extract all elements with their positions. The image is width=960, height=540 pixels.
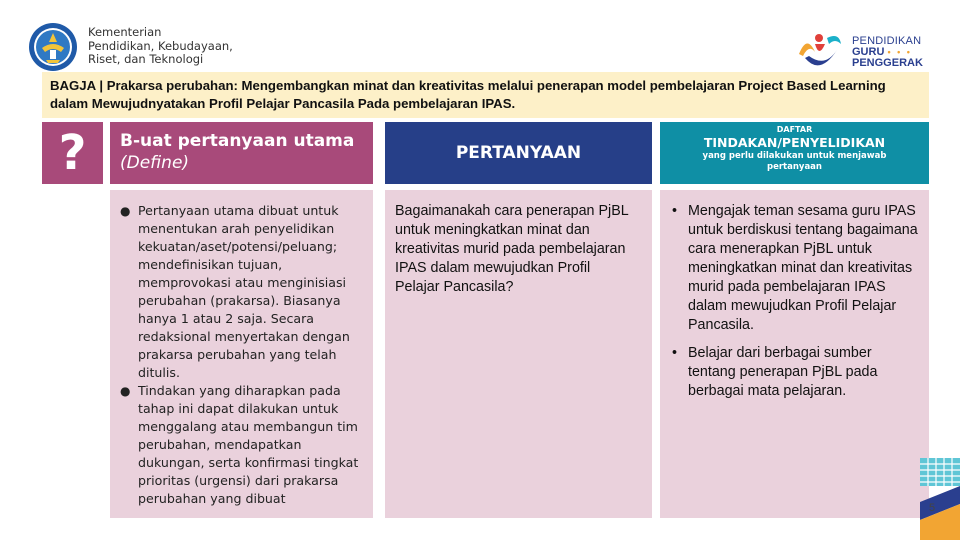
actions-panel bbox=[660, 190, 929, 518]
list-item-text: Pertanyaan utama dibuat untuk menentukan arah penyelidikan kekuatan/aset/potensi/peluang; mendefinisikan tujuan, memprovokasi atau menginisiasi perubahan (prakarsa). Biasanya hanya 1 atau 2 saja. Secara redaksional menyertakan dengan prakarsa perubahan yang telah ditulis. bbox=[138, 203, 350, 380]
define-subtitle: (Define) bbox=[120, 153, 190, 173]
daftar-subtitle: yang perlu dilakukan untuk menjawab pertanyaan bbox=[702, 151, 887, 172]
bullet-icon: ● bbox=[120, 384, 131, 398]
bullet-icon: • bbox=[672, 345, 678, 361]
question-panel bbox=[385, 190, 652, 518]
ministry-line-1: Kementerian bbox=[88, 25, 162, 39]
list-item bbox=[120, 202, 365, 382]
title-banner: BAGJA | Prakarsa perubahan: Mengembangkan minat dan kreativitas melalui penerapan model pembelajaran Project Based Learning dalam Mewujudnyatakan Profil Pelajar Pancasila Pada pembelajaran IPAS. bbox=[42, 72, 929, 118]
brand-line-1: PENDIDIKAN bbox=[852, 35, 922, 47]
pertanyaan-header: PERTANYAAN bbox=[385, 122, 652, 184]
define-header bbox=[110, 122, 373, 184]
list-item bbox=[672, 202, 919, 335]
bullet-icon: ● bbox=[120, 204, 131, 218]
list-item-text: Belajar dari berbagai sumber tentang penerapan PjBL pada berbagai mata pelajaran. bbox=[688, 345, 878, 399]
brand-dots: • • • bbox=[887, 47, 912, 57]
guru-penggerak-wordmark bbox=[852, 36, 923, 69]
define-bullet-list bbox=[120, 202, 365, 508]
tut-wuri-handayani-logo bbox=[28, 22, 78, 72]
actions-list bbox=[672, 202, 919, 401]
define-title: B-uat pertanyaan utama bbox=[120, 131, 355, 151]
question-mark-icon: ? bbox=[42, 122, 103, 184]
define-panel bbox=[110, 190, 373, 518]
daftar-small-label: DAFTAR bbox=[776, 125, 813, 134]
list-item-text: Mengajak teman sesama guru IPAS untuk berdiskusi tentang bagaimana cara menerapkan PjBL untuk meningkatkan minat dan kreativitas murid pada pembelajaran IPAS dalam mewujudkan Profil Pelajar Pancasila. bbox=[688, 203, 918, 333]
question-text: Bagaimanakah cara penerapan PjBL untuk meningkatkan minat dan kreativitas murid pada pembelajaran IPAS dalam mewujudkan Profil Pelajar Pancasila? bbox=[395, 203, 629, 295]
ministry-line-2: Pendidikan, Kebudayaan, bbox=[88, 38, 233, 53]
ministry-line-3: Riset, dan Teknologi bbox=[88, 52, 204, 66]
bullet-icon: • bbox=[672, 203, 678, 219]
brand-line-3: PENGGERAK bbox=[852, 57, 923, 69]
page-number: 5 bbox=[929, 502, 936, 514]
corner-decoration bbox=[920, 458, 960, 540]
ministry-name bbox=[88, 26, 233, 67]
list-item bbox=[672, 344, 919, 401]
brand-word-guru: GURU bbox=[852, 46, 885, 58]
daftar-title: TINDAKAN/PENYELIDIKAN bbox=[703, 135, 886, 150]
guru-penggerak-logo bbox=[795, 28, 845, 72]
daftar-header bbox=[660, 122, 929, 184]
list-item-text: Tindakan yang diharapkan pada tahap ini dapat dilakukan untuk menggalang atau membangun tim perubahan, mendapatkan dukungan, serta konfirmasi tingkat prioritas (urgensi) dari prakarsa perubahan yang dibuat bbox=[138, 383, 359, 506]
list-item bbox=[120, 382, 365, 508]
